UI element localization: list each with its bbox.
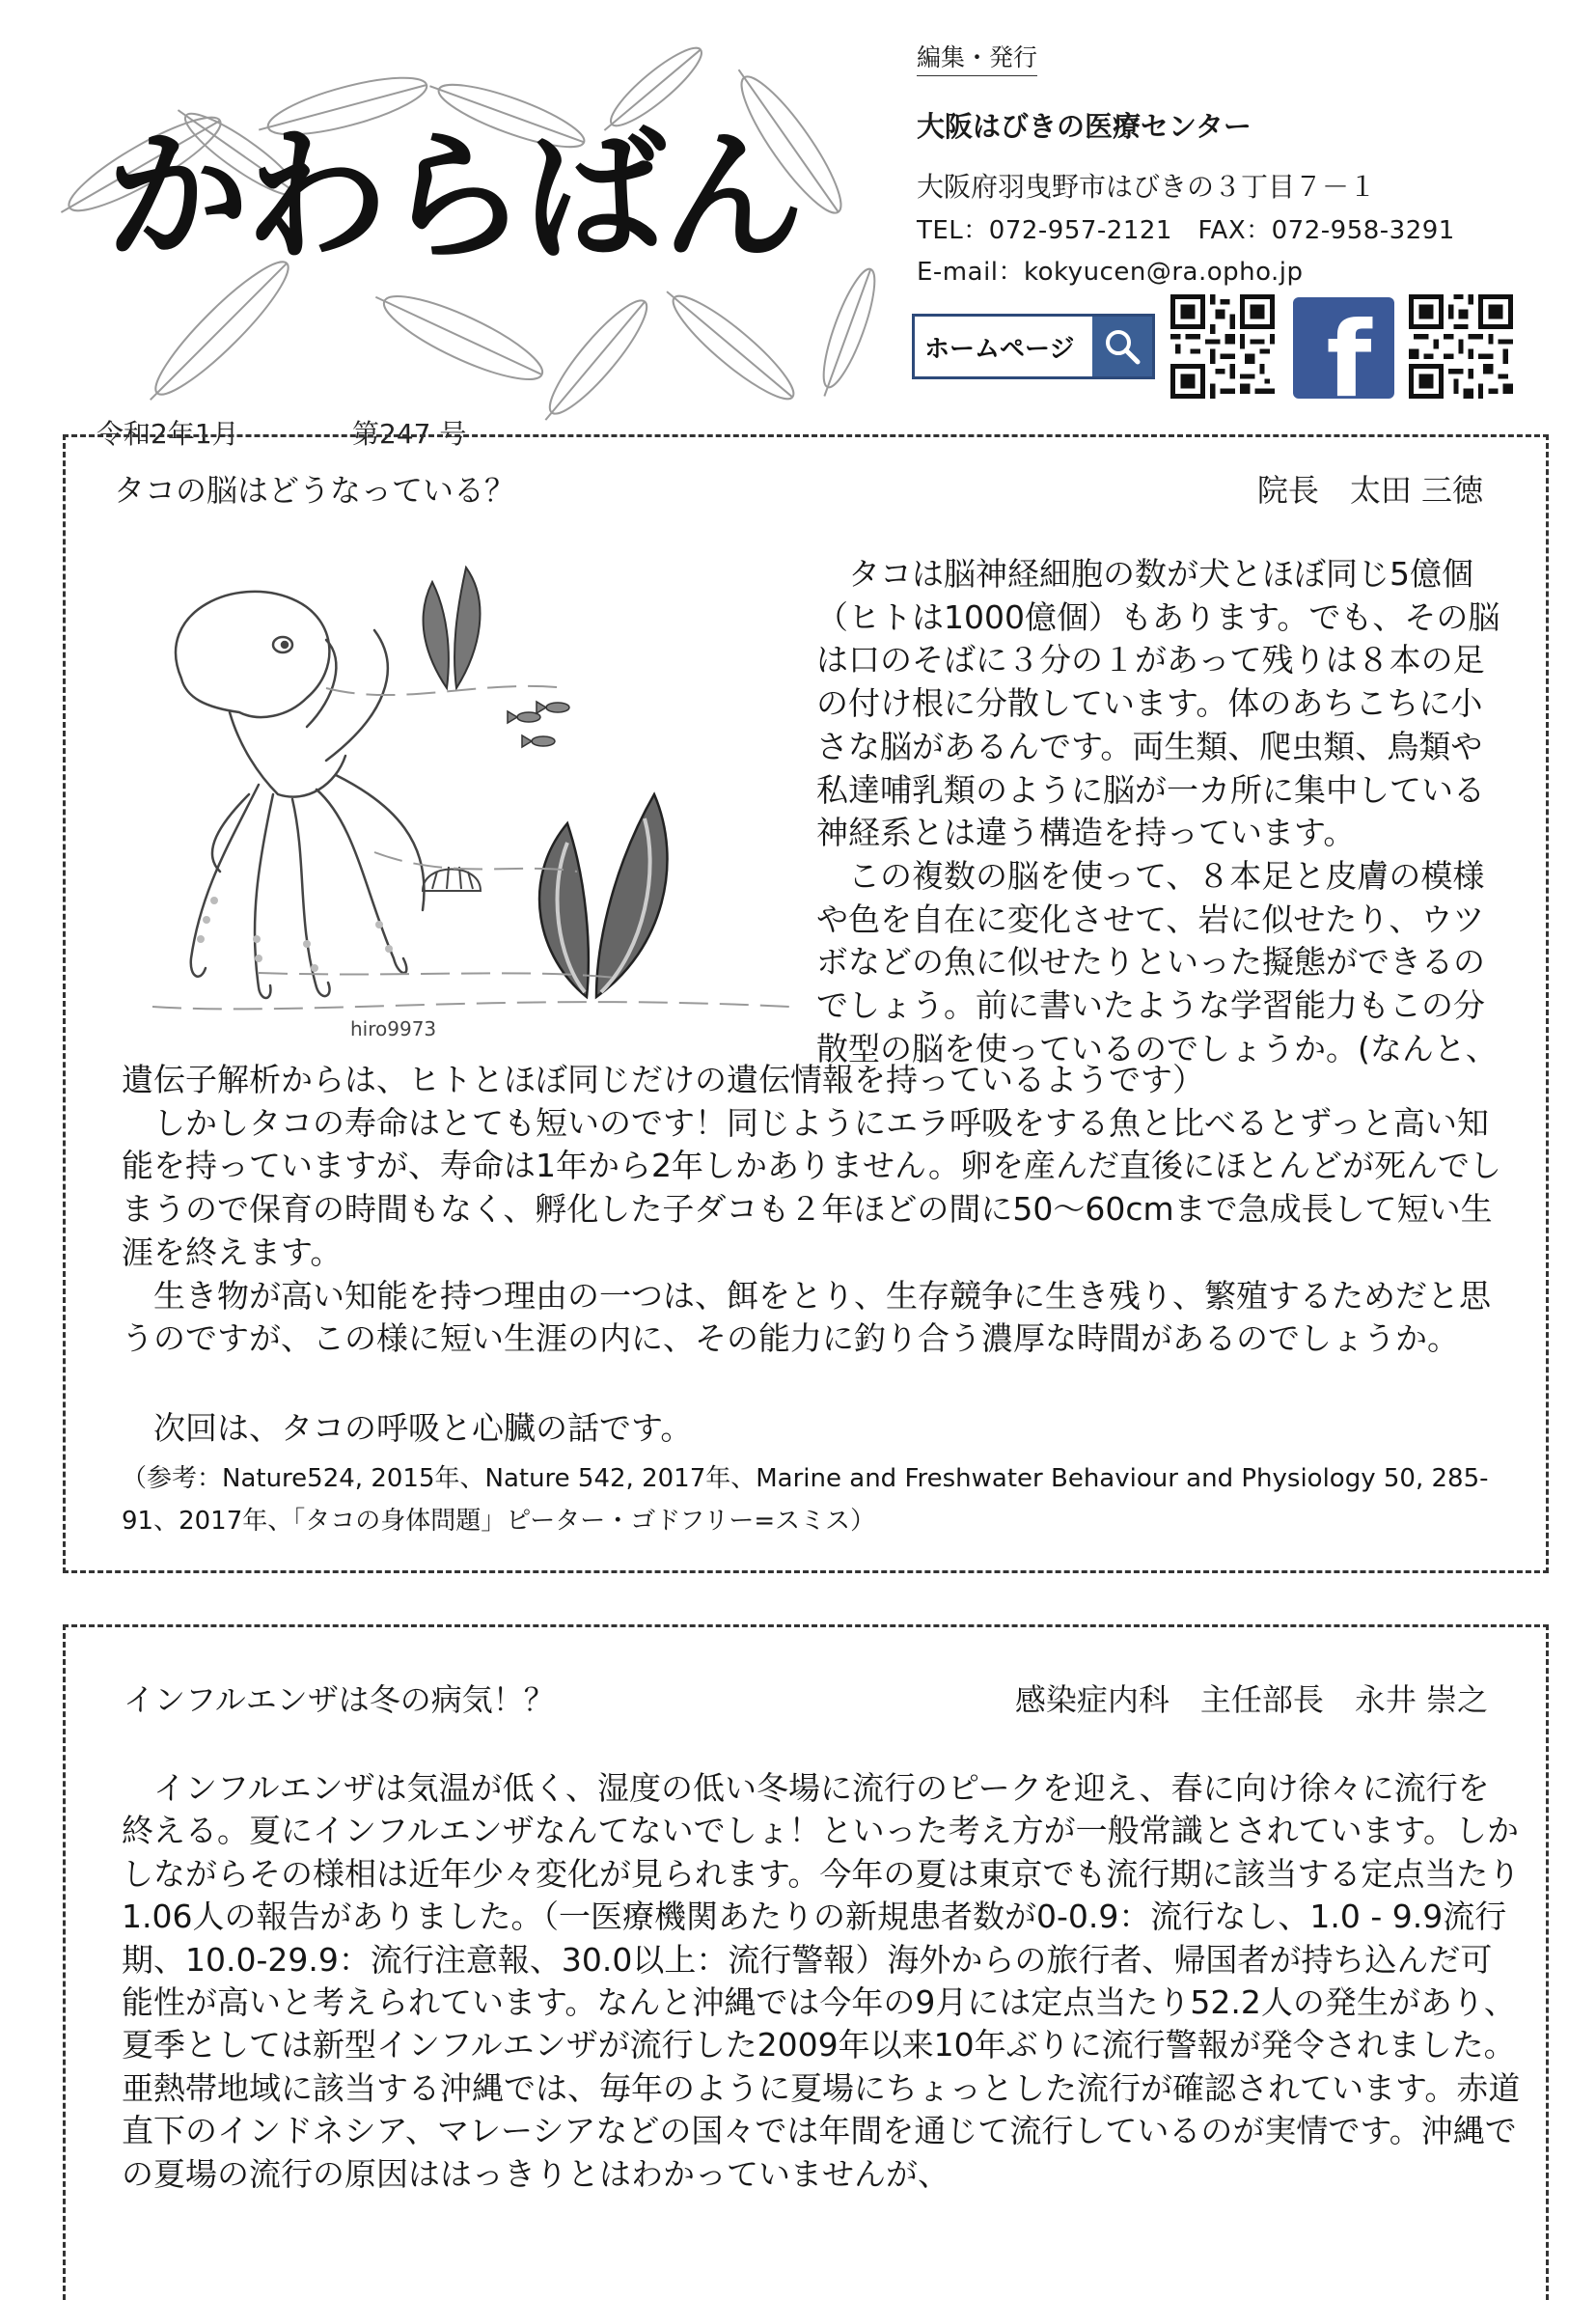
publisher-address: 大阪府羽曳野市はびきの３丁目７－１ xyxy=(917,171,1377,203)
publisher-name: 大阪はびきの医療センター xyxy=(917,110,1252,143)
facebook-letter: f xyxy=(1326,300,1372,399)
search-icon xyxy=(1092,317,1152,376)
qr-code-icon[interactable] xyxy=(1409,294,1513,399)
publisher-tel-fax: TEL：072-957-2121 FAX：072-958-3291 xyxy=(917,216,1455,245)
reference-list: （参考：Nature524, 2015年、Nature 542, 2017年、Marine and Freshwater Behaviour and Physiology 50, 285-91、2017年、「タコの身体問題」ピーター・ゴドフリー=スミス） xyxy=(122,1464,1489,1536)
article-author: 院長 太田 三徳 xyxy=(1256,472,1483,509)
publisher-label: 編集・発行 xyxy=(917,39,1037,76)
link-bar xyxy=(912,290,1568,401)
next-issue-note: 次回は、タコの呼吸と心臓の話です。 xyxy=(153,1409,693,1447)
article-influenza xyxy=(63,1624,1549,2300)
article-title: インフルエンザは冬の病気！？ xyxy=(124,1681,555,1718)
article-paragraph: タコは脳神経細胞の数が犬とほぼ同じ5億個（ヒトは1000億個）もあります。でも、その脳は口のそばに３分の１があって残りは８本の足の付け根に分散しています。体のあちこちに小さな脳があるんです。両生類、爬虫類、鳥類や私達哺乳類のように脳が一カ所に集中している神経系とは違う構造を持っています。 この複数の脳を使って、８本足と皮膚の模様や色を自在に変化させて、岩に似せたり、ウツボなどの魚に似せたりといった擬態ができるのでしょう。前に書いたような学習能力もこの分散型の脳を使っているのでしょうか。(なんと、 xyxy=(816,555,1500,1067)
octopus-illustration xyxy=(114,553,828,1045)
qr-code-icon[interactable] xyxy=(1170,294,1275,399)
facebook-icon[interactable] xyxy=(1293,297,1394,399)
illustrator-signature: hiro9973 xyxy=(350,1017,437,1040)
masthead xyxy=(58,39,888,450)
article-author: 感染症内科 主任部長 永井 崇之 xyxy=(1014,1681,1488,1718)
homepage-label: ホームページ xyxy=(924,334,1075,364)
publisher-email: E-mail：kokyucen@ra.opho.jp xyxy=(917,258,1304,287)
homepage-button[interactable] xyxy=(912,314,1155,379)
article-paragraph: 遺伝子解析からは、ヒトとほぼ同じだけの遺伝情報を持っているようです） しかしタコの寿命はとても短いのです！同じようにエラ呼吸をする魚と比べるとずっと高い知能を持っていますが、寿命は1年から2年しかありません。卵を産んだ直後にほとんどが死んでしまうので保育の時間もなく、孵化した子ダコも２年ほどの間に50～60cmまで急成長して短い生涯を終えます。 生き物が高い知能を持つ理由の一つは、餌をとり、生存競争に生き残り、繁殖するためだと思うのですが、この様に短い生涯の内に、その能力に釣り合う濃厚な時間があるのでしょうか。 xyxy=(122,1061,1501,1358)
article-paragraph: インフルエンザは気温が低く、湿度の低い冬場に流行のピークを迎え、春に向け徐々に流行を終える。夏にインフルエンザなんてないでしょ！といった考え方が一般常識とされています。しかしながらその様相は近年少々変化が見られます。今年の夏は東京でも流行期に該当する定点当たり1.06人の報告がありました。（一医療機関あたりの新規患者数が0-0.9：流行なし、1.0 - 9.9流行期、10.0-29.9：流行注意報、30.0以上：流行警報）海外からの旅行者、帰国者が持ち込んだ可能性が高いと考えられています。なんと沖縄では今年の9月には定点当たり52.2人の発生があり、夏季としては新型インフルエンザが流行した2009年以来10年ぶりに流行警報が発令されました。亜熱帯地域に該当する沖縄では、毎年のように夏場にちょっとした流行が確認されています。赤道直下のインドネシア、マレーシアなどの国々では年間を通じて流行しているのが実情です。沖縄での夏場の流行の原因ははっきりとはわかっていませんが、 xyxy=(122,1769,1521,2193)
newsletter-title: かわらばん xyxy=(106,114,801,280)
issue-date: 令和2年1月 xyxy=(96,418,239,450)
article-octopus-brain xyxy=(63,434,1549,1573)
publisher-info xyxy=(917,39,1554,288)
article-title: タコの脳はどうなっている？ xyxy=(114,472,516,509)
issue-number: 第247 号 xyxy=(352,418,467,450)
